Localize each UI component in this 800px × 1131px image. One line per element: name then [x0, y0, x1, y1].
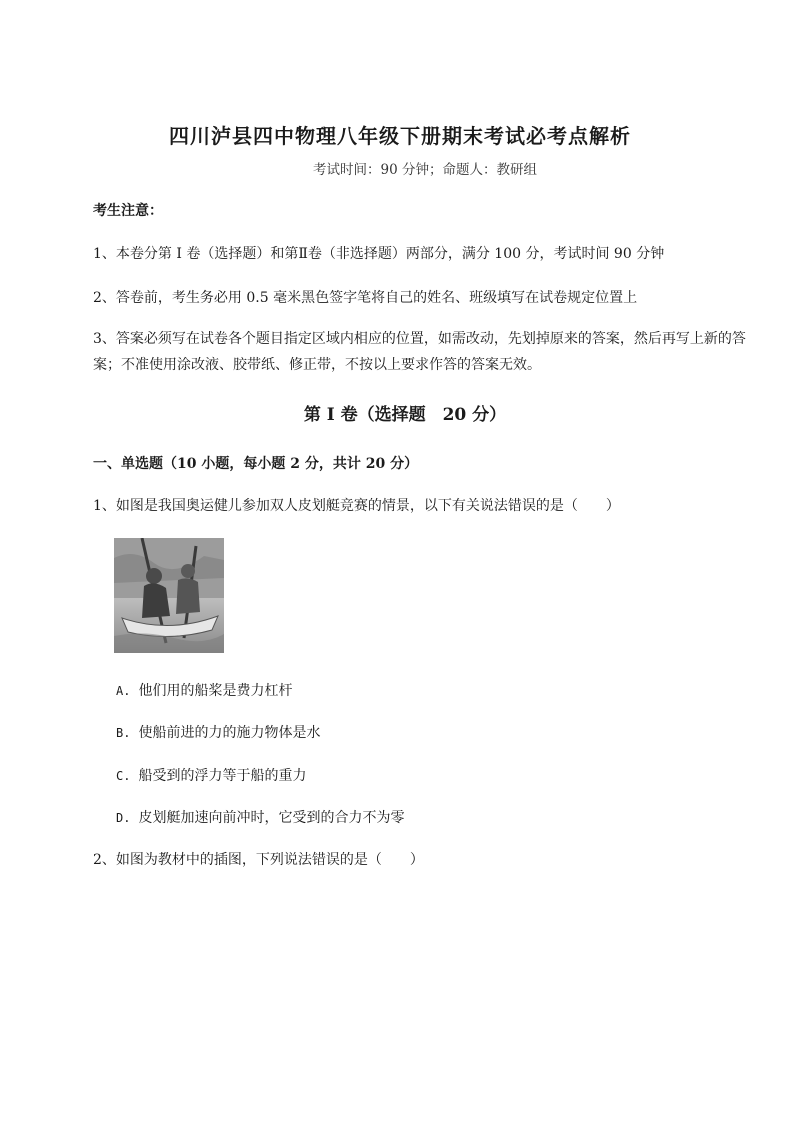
canoe-photo	[114, 538, 224, 653]
option-c[interactable]	[116, 765, 306, 787]
option-d[interactable]	[116, 807, 404, 829]
part-title: 一、单选题（10 小题，每小题 2 分，共计 20 分）	[93, 456, 419, 472]
option-a[interactable]	[116, 680, 292, 702]
section-title: 第 I 卷（选择题 20 分）	[303, 405, 507, 425]
option-text: 皮划艇加速向前冲时，它受到的合力不为零	[138, 810, 405, 826]
exam-subtitle: 考试时间：90 分钟；命题人：教研组	[313, 162, 537, 178]
notice-item: 2、答卷前，考生务必用 0.5 毫米黑色签字笔将自己的姓名、班级填写在试卷规定位置上	[93, 290, 638, 306]
notice-label: 考生注意：	[93, 203, 163, 219]
option-text: 使船前进的力的施力物体是水	[138, 725, 321, 741]
option-text: 船受到的浮力等于船的重力	[138, 768, 307, 784]
option-b[interactable]	[116, 722, 320, 744]
notice-item: 3、答案必须写在试卷各个题目指定区域内相应的位置，如需改动，先划掉原来的答案，然后再写上新的答案；不准使用涂改液、胶带纸、修正带，不按以上要求作答的答案无效。	[93, 331, 746, 373]
notice-item: 1、本卷分第 I 卷（选择题）和第Ⅱ卷（非选择题）两部分，满分 100 分，考试时间 90 分钟	[93, 246, 665, 262]
question-2-stem: 2、如图为教材中的插图，下列说法错误的是（ ）	[93, 852, 424, 868]
option-letter: B.	[116, 726, 131, 740]
option-letter: D.	[116, 811, 131, 825]
page-title: 四川泸县四中物理八年级下册期末考试必考点解析	[169, 124, 631, 148]
option-letter: C.	[116, 769, 131, 783]
option-letter: A.	[116, 684, 131, 698]
option-text: 他们用的船桨是费力杠杆	[138, 683, 293, 699]
question-1-stem: 1、如图是我国奥运健儿参加双人皮划艇竞赛的情景，以下有关说法错误的是（ ）	[93, 498, 620, 514]
